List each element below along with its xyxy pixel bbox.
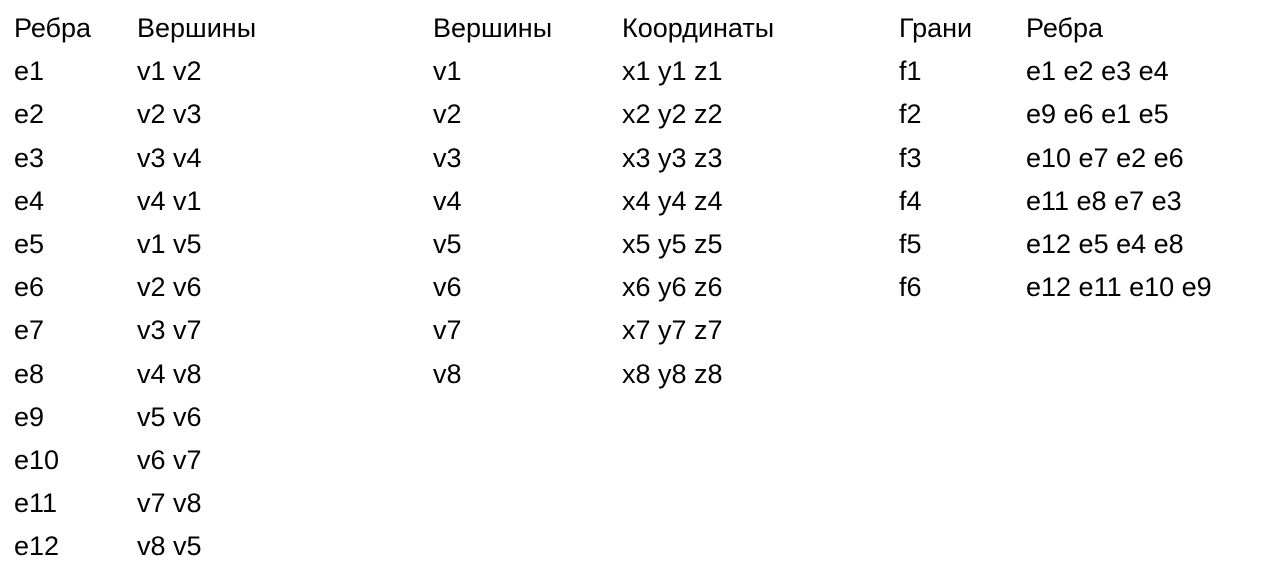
table-row xyxy=(899,228,1212,271)
faces-table xyxy=(899,12,1212,314)
edge-vertices: v1 v5 xyxy=(137,228,202,259)
header-vertices: Вершины xyxy=(137,13,257,43)
table-row xyxy=(14,142,256,185)
table-row xyxy=(899,55,1212,98)
edge-id: e3 xyxy=(14,142,45,173)
header-vertices: Вершины xyxy=(433,13,553,43)
edge-vertices: v5 v6 xyxy=(137,401,202,432)
vertex-id: v1 xyxy=(433,56,462,87)
edge-id: e6 xyxy=(14,272,45,303)
table-row xyxy=(433,228,774,271)
table-row xyxy=(14,314,256,357)
edge-id: e1 xyxy=(14,56,45,87)
face-edges: e12 e5 e4 e8 xyxy=(1026,228,1184,259)
edge-vertices: v6 v7 xyxy=(137,444,202,475)
table-row xyxy=(14,185,256,228)
vertex-coordinates: x8 y8 z8 xyxy=(622,358,723,389)
header-coordinates: Координаты xyxy=(622,13,775,43)
table-row xyxy=(14,401,256,444)
table-row xyxy=(14,98,256,141)
edge-vertices: v3 v7 xyxy=(137,315,202,346)
edge-id: e7 xyxy=(14,315,45,346)
vertex-coordinates: x5 y5 z5 xyxy=(622,228,723,259)
header-edges: Ребра xyxy=(1026,13,1104,43)
table-row xyxy=(433,55,774,98)
table-header xyxy=(433,12,774,55)
face-edges: e9 e6 e1 e5 xyxy=(1026,99,1169,130)
vertex-id: v3 xyxy=(433,142,462,173)
table-row xyxy=(14,358,256,401)
vertex-id: v8 xyxy=(433,358,462,389)
edge-vertices: v7 v8 xyxy=(137,488,202,519)
edge-id: e10 xyxy=(14,444,60,475)
table-row xyxy=(433,271,774,314)
edge-id: e4 xyxy=(14,185,45,216)
table-row xyxy=(14,271,256,314)
table-row xyxy=(899,98,1212,141)
header-faces: Грани xyxy=(899,13,973,43)
vertex-id: v7 xyxy=(433,315,462,346)
vertices-table xyxy=(433,12,774,401)
vertex-id: v5 xyxy=(433,228,462,259)
table-row xyxy=(433,314,774,357)
edge-vertices: v2 v6 xyxy=(137,272,202,303)
table-header xyxy=(14,12,256,55)
table-row xyxy=(899,142,1212,185)
edge-id: e8 xyxy=(14,358,45,389)
table-row xyxy=(433,185,774,228)
face-edges: e1 e2 e3 e4 xyxy=(1026,56,1169,87)
edge-id: e9 xyxy=(14,401,45,432)
edge-vertices: v8 v5 xyxy=(137,531,202,562)
face-id: f4 xyxy=(899,185,922,216)
table-row xyxy=(899,185,1212,228)
table-row xyxy=(14,55,256,98)
vertex-id: v4 xyxy=(433,185,462,216)
vertex-coordinates: x6 y6 z6 xyxy=(622,272,723,303)
table-row xyxy=(14,228,256,271)
face-id: f3 xyxy=(899,142,922,173)
face-id: f5 xyxy=(899,228,922,259)
table-row xyxy=(899,271,1212,314)
face-id: f1 xyxy=(899,56,922,87)
table-row xyxy=(433,142,774,185)
vertex-coordinates: x7 y7 z7 xyxy=(622,315,723,346)
vertex-coordinates: x3 y3 z3 xyxy=(622,142,723,173)
edge-vertices: v1 v2 xyxy=(137,56,202,87)
edge-id: e5 xyxy=(14,228,45,259)
face-id: f6 xyxy=(899,272,922,303)
face-id: f2 xyxy=(899,99,922,130)
table-row xyxy=(433,98,774,141)
edge-id: e12 xyxy=(14,531,60,562)
vertex-id: v6 xyxy=(433,272,462,303)
face-edges: e11 e8 e7 e3 xyxy=(1026,185,1182,216)
table-row xyxy=(433,358,774,401)
vertex-coordinates: x4 y4 z4 xyxy=(622,185,723,216)
table-row xyxy=(14,530,256,573)
table-row xyxy=(14,487,256,530)
table-header xyxy=(899,12,1212,55)
edge-vertices: v3 v4 xyxy=(137,142,202,173)
vertex-coordinates: x2 y2 z2 xyxy=(622,99,723,130)
edge-id: e11 xyxy=(14,488,58,519)
face-edges: e12 e11 e10 e9 xyxy=(1026,272,1212,303)
edge-vertices: v2 v3 xyxy=(137,99,202,130)
vertex-coordinates: x1 y1 z1 xyxy=(622,56,723,87)
vertex-id: v2 xyxy=(433,99,462,130)
face-edges: e10 e7 e2 e6 xyxy=(1026,142,1184,173)
edge-vertices: v4 v8 xyxy=(137,358,202,389)
edge-id: e2 xyxy=(14,99,45,130)
header-edges: Ребра xyxy=(14,13,92,43)
edges-table xyxy=(14,12,256,573)
edge-vertices: v4 v1 xyxy=(137,185,202,216)
table-row xyxy=(14,444,256,487)
